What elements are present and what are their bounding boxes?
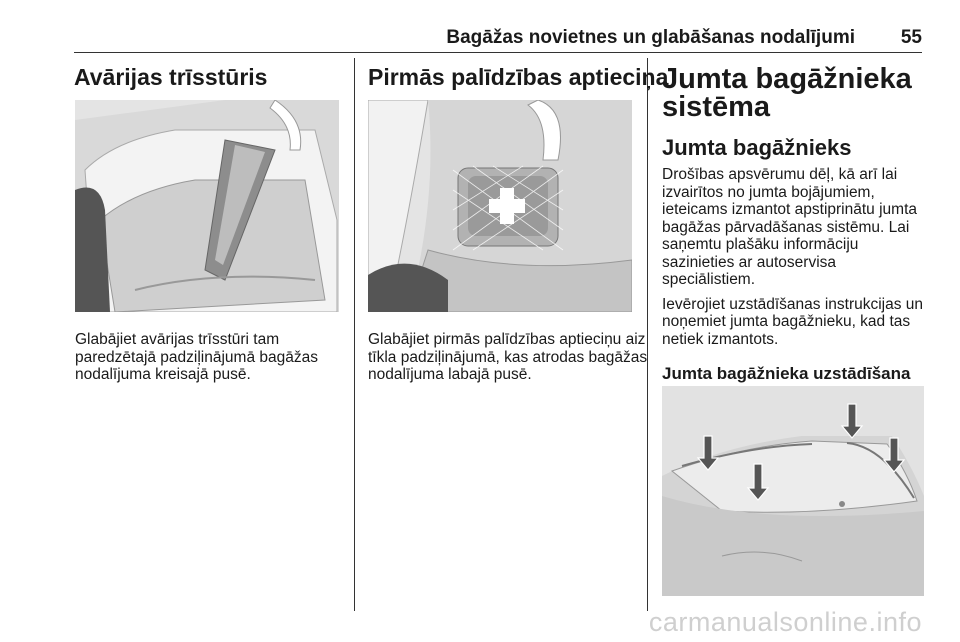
section-heading-warning-triangle: Avārijas trīsstūris [74,64,268,90]
roof-rack-installation-illustration [662,386,924,596]
watermark: carmanualsonline.info [648,607,922,637]
first-aid-kit-illustration [368,100,632,312]
subheading-roof-rack: Jumta bagāžnieks [662,135,852,160]
warning-triangle-caption: Glabājiet avārijas trīsstūri tam paredzētajā padziļinājumā bagāžas nodalījuma kreisajā pusē. [75,331,318,383]
warning-triangle-illustration [75,100,339,312]
page-number: 55 [900,27,922,48]
first-aid-caption-block [368,331,648,384]
header-rule [74,52,922,53]
section-heading-first-aid: Pirmās palīdzības aptieciņa [368,64,669,90]
section-heading-roof-rack-system: Jumta bagāžnieka sistēma [662,63,912,123]
first-aid-caption: Glabājiet pirmās palīdzības aptieciņu aiz tīkla padziļinājumā, kas atrodas bagāžas nodalījuma labajā pusē. [368,331,648,383]
column-warning-triangle [74,64,344,90]
roof-rack-paragraph-1: Drošības apsvērumu dēļ, kā arī lai izvairītos no jumta bojājumiem, ieteicams izmantot apstiprinātu jumta bagāžas pārvadāšanas sistēmu. Lai saņemtu plašāku informāciju sazinieties ar autoservisa speciālistiem. [662,166,918,288]
column-divider-1 [354,58,355,611]
column-roof-rack [662,65,924,384]
column-first-aid [368,64,669,90]
roof-rack-paragraph-2: Ievērojiet uzstādīšanas instrukcijas un noņemiet jumta bagāžnieku, kad tas netiek izmantots. [662,295,924,348]
warning-triangle-caption-block [75,331,345,384]
running-header: Bagāžas novietnes un glabāšanas nodalījumi [446,27,855,48]
subheading-roof-rack-installation: Jumta bagāžnieka uzstādīšana [662,364,911,383]
